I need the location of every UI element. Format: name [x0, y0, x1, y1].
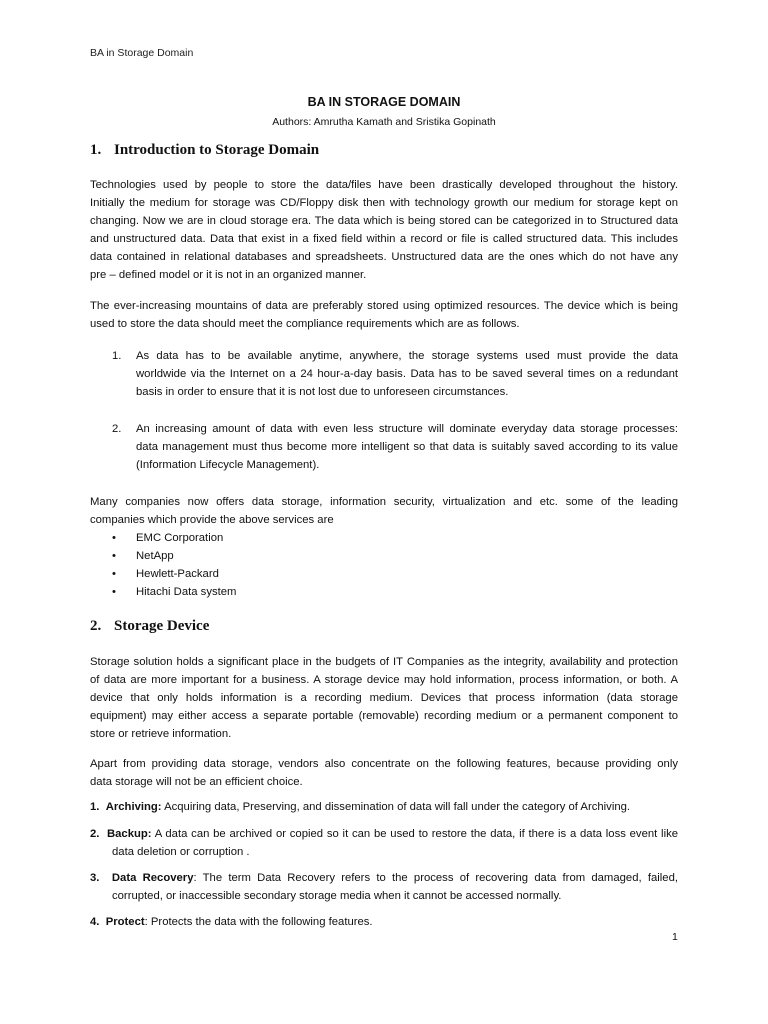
feature-item-archiving [90, 798, 678, 816]
section-2-number: 2. [90, 618, 102, 634]
feature-text: : The term Data Recovery refers to the process of recovering data from damaged, failed, [193, 872, 678, 884]
text-line: Many companies now offers data storage, information security, virtualization and etc. some of the leading [90, 496, 678, 508]
feature-text: : Protects the data with the following features. [144, 916, 373, 928]
bullet-icon: • [112, 550, 116, 562]
text-line: (Information Lifecycle Management). [136, 459, 320, 471]
text-line: device that only holds information is a recording medium. Devices that process information (data storage [90, 692, 678, 704]
text-line: companies which provide the above services are [90, 514, 334, 526]
feature-item-protect [90, 913, 678, 931]
text-line: data contained in relational databases and spreadsheets. Unstructured data are the ones which do not have any [90, 251, 678, 263]
text-line: Apart from providing data storage, vendors also concentrate on the following features, because providing only [90, 758, 678, 770]
feature-number: 2. [90, 828, 100, 840]
text-line: and unstructured data. Data that exist in a fixed field within a record or file is called structured data. This includes [90, 233, 678, 245]
text-line: used to store the data should meet the compliance requirements which are as follows. [90, 318, 520, 330]
feature-label: Protect [105, 916, 145, 928]
company-name: Hitachi Data system [136, 586, 237, 598]
text-line: worldwide via the Internet on a 24 hour-a-day basis. Data has to be saved several times on a redundant [136, 368, 678, 380]
list-item [90, 583, 390, 601]
document-title: BA IN STORAGE DOMAIN [307, 95, 461, 109]
list-number: 2. [112, 423, 122, 435]
company-name: NetApp [136, 550, 174, 562]
feature-item-backup [90, 825, 678, 861]
requirement-item-1 [90, 347, 678, 401]
list-item [90, 547, 390, 565]
document-authors: Authors: Amrutha Kamath and Sristika Gopinath [272, 116, 496, 128]
feature-text: A data can be archived or copied so it can be used to restore the data, if there is a data loss event like [154, 828, 679, 840]
text-line: data storage will not be an efficient choice. [90, 776, 303, 788]
list-number: 1. [112, 350, 122, 362]
feature-label: Archiving: [105, 801, 162, 813]
section-1-number: 1. [90, 142, 102, 158]
section-2-heading [90, 618, 209, 635]
feature-label: Backup: [106, 828, 152, 840]
text-line: data management must thus become more intelligent so that data is suitably saved according to its value [136, 441, 678, 453]
text-line: An increasing amount of data with even less structure will dominate everyday data storage processes: [136, 423, 678, 435]
text-line: basis in order to ensure that it is not lost due to unforeseen circumstances. [136, 386, 509, 398]
bullet-icon: • [112, 568, 116, 580]
section-2-paragraph-1 [90, 653, 678, 743]
feature-number: 3. [90, 872, 100, 884]
feature-number: 1. [90, 801, 100, 813]
company-list [90, 529, 390, 601]
company-name: EMC Corporation [136, 532, 224, 544]
text-line: Storage solution holds a significant place in the budgets of IT Companies as the integrity, availability and protection [90, 656, 678, 668]
text-line: pre – defined model or it is not in an organized manner. [90, 269, 367, 281]
text-line: The ever-increasing mountains of data are preferably stored using optimized resources. The device which is being [90, 300, 678, 312]
text-line: of data are more important for a business. A storage device may hold information, process information, or both. A [90, 674, 678, 686]
page-number: 1 [672, 931, 678, 943]
section-1-paragraph-2 [90, 297, 678, 333]
text-line: data deletion or corruption . [112, 846, 250, 858]
requirement-item-2 [90, 420, 678, 474]
bullet-icon: • [112, 586, 116, 598]
text-line: Technologies used by people to store the data/files have been drastically developed throughout the history. [90, 179, 678, 191]
section-1-paragraph-1 [90, 176, 678, 284]
text-line: equipment) may either access a separate portable (removable) recording medium or a permanent component to [90, 710, 678, 722]
company-name: Hewlett-Packard [136, 568, 219, 580]
section-1-paragraph-3 [90, 493, 678, 529]
text-line: As data has to be available anytime, anywhere, the storage systems used must provide the data [136, 350, 678, 362]
section-1-title: Introduction to Storage Domain [114, 142, 320, 158]
text-line: Initially the medium for storage was CD/Floppy disk then with technology growth our medium for storage kept on [90, 197, 678, 209]
bullet-icon: • [112, 532, 116, 544]
text-line: changing. Now we are in cloud storage era. The data which is being stored can be categorized in to Structured data [90, 215, 678, 227]
running-header: BA in Storage Domain [90, 47, 194, 59]
section-1-heading [90, 142, 319, 159]
text-line: store or retrieve information. [90, 728, 232, 740]
feature-item-data-recovery [90, 869, 678, 905]
feature-number: 4. [90, 916, 100, 928]
list-item [90, 565, 390, 583]
feature-text: Acquiring data, Preserving, and dissemination of data will fall under the category of Archiving. [164, 801, 631, 813]
list-item [90, 529, 390, 547]
section-2-title: Storage Device [114, 618, 210, 634]
feature-label: Data Recovery [111, 872, 194, 884]
section-2-paragraph-2 [90, 755, 678, 791]
text-line: corrupted, or inaccessible secondary storage media when it cannot be accessed normally. [112, 890, 562, 902]
